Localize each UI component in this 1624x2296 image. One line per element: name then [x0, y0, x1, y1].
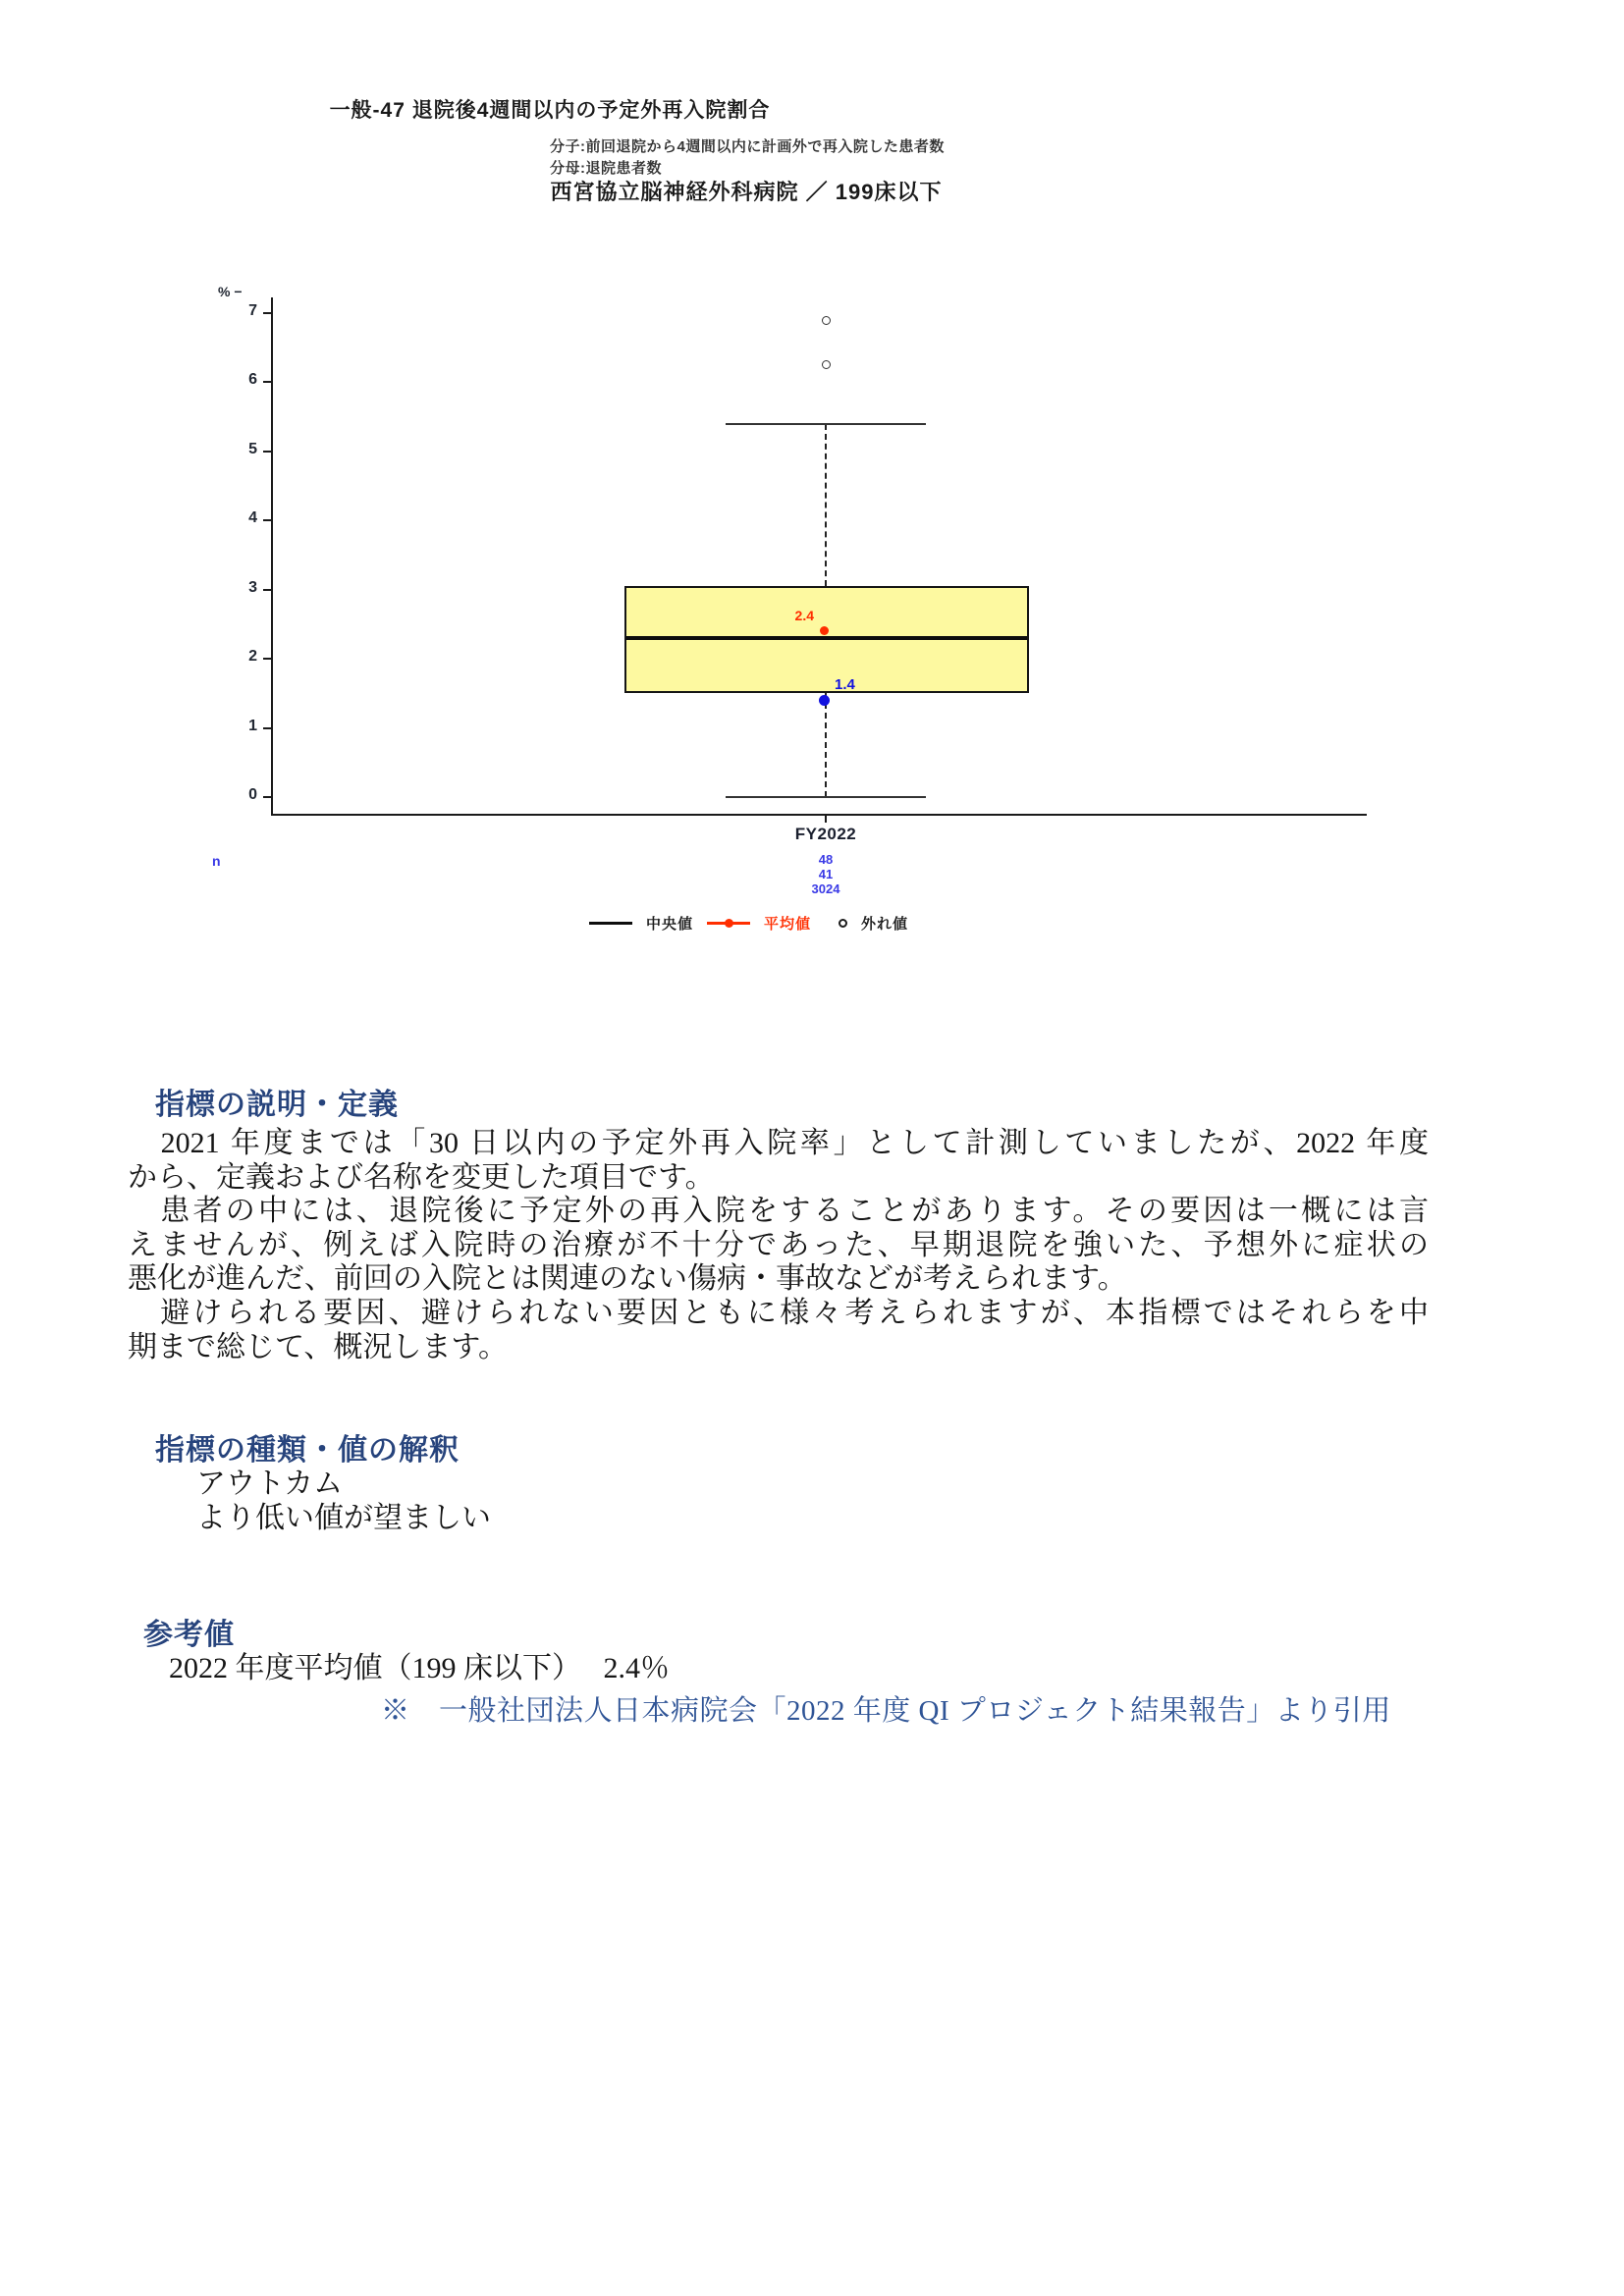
- mean-value-label: 2.4: [794, 607, 814, 623]
- x-axis-tick: [825, 816, 827, 823]
- y-tick-label: 0: [248, 786, 257, 803]
- n-values-column: [728, 852, 924, 896]
- text-line: アウトカム: [196, 1468, 344, 1500]
- chart-denominator-label: 分母:退院患者数: [550, 160, 662, 177]
- y-tick-mark: [263, 727, 272, 729]
- text-line: えませんが、例えば入院時の治療が不十分であった、早期退院を強いた、予想外に症状の: [128, 1228, 1429, 1261]
- legend-mean-label: 平均値: [764, 916, 812, 933]
- y-tick-label: 1: [248, 717, 257, 734]
- y-tick-label: 5: [248, 440, 257, 457]
- hospital-value-label: 1.4: [835, 676, 855, 694]
- y-tick-mark: [263, 312, 272, 314]
- y-tick-mark: [263, 796, 272, 798]
- n-value: 3024: [811, 881, 840, 896]
- text-line: 患者の中には、退院後に予定外の再入院をすることがあります。その要因は一概には言: [128, 1195, 1429, 1228]
- chart-title: 一般-47 退院後4週間以内の予定外再入院割合: [329, 99, 771, 122]
- section-definition-text: [128, 1127, 1429, 1364]
- section-reference-text: [169, 1651, 670, 1685]
- mean-line-icon: [707, 922, 750, 925]
- y-axis-line: [271, 297, 273, 815]
- y-tick-mark: [263, 381, 272, 383]
- text-line: 避けられる要因、避けられない要因ともに様々考えられますが、本指標ではそれらを中: [128, 1296, 1429, 1329]
- chart-legend: [589, 913, 908, 934]
- text-line: から、定義および名称を変更した項目です。: [128, 1160, 715, 1194]
- upper-whisker-cap: [726, 423, 926, 425]
- outlier-circle-icon: [839, 919, 847, 928]
- median-line-icon: [589, 922, 632, 925]
- citation-line: ※ 一般社団法人日本病院会「2022 年度 QI プロジェクト結果報告」より引用: [381, 1695, 1391, 1727]
- y-axis-unit-label: % −: [218, 284, 243, 299]
- n-value: 41: [818, 867, 834, 881]
- y-tick-mark: [263, 451, 272, 453]
- y-tick-label: 3: [248, 578, 257, 596]
- text-line: より低い値が望ましい: [196, 1502, 491, 1534]
- mean-dot-icon: [725, 919, 733, 928]
- legend-outlier-label: 外れ値: [861, 916, 909, 933]
- x-axis-tick-label: FY2022: [794, 825, 857, 843]
- text-line: 悪化が進んだ、前回の入院とは関連のない傷病・事故などが考えられます。: [128, 1262, 1127, 1296]
- upper-whisker-line: [825, 424, 827, 587]
- lower-whisker-line: [825, 693, 827, 797]
- n-axis-label: n: [212, 853, 221, 869]
- y-tick-mark: [263, 658, 272, 660]
- section-heading-definition: 指標の説明・定義: [155, 1089, 399, 1121]
- text-line: 2021 年度までは「30 日以内の予定外再入院率」として計測していましたが、2022 年度: [128, 1127, 1429, 1159]
- chart-formula: [550, 136, 945, 180]
- lower-whisker-cap: [726, 796, 926, 798]
- legend-median-label: 中央値: [646, 916, 694, 933]
- y-tick-mark: [263, 589, 272, 591]
- section-interpretation-text: [196, 1467, 491, 1535]
- median-line: [626, 636, 1027, 640]
- y-tick-label: 4: [248, 509, 257, 527]
- y-tick-mark: [263, 519, 272, 521]
- section-heading-reference: 参考値: [143, 1619, 235, 1651]
- x-axis-line: [271, 814, 1367, 816]
- chart-numerator-label: 分子:前回退院から4週間以内に計画外で再入院した患者数: [550, 138, 945, 155]
- y-tick-label: 2: [248, 648, 257, 666]
- text-line: 2022 年度平均値（199 床以下） 2.4％: [169, 1652, 670, 1684]
- section-heading-interpretation: 指標の種類・値の解釈: [155, 1434, 460, 1467]
- y-tick-label: 6: [248, 371, 257, 389]
- hospital-value-point: [819, 695, 830, 706]
- text-line: 期まで総じて、概況します。: [128, 1330, 508, 1363]
- chart-subtitle-hospital: 西宮協立脳神経外科病院 ／ 199床以下: [550, 180, 943, 204]
- outlier-point: [822, 316, 831, 325]
- n-value: 48: [818, 852, 834, 867]
- y-tick-label: 7: [248, 301, 257, 319]
- outlier-point: [822, 360, 831, 369]
